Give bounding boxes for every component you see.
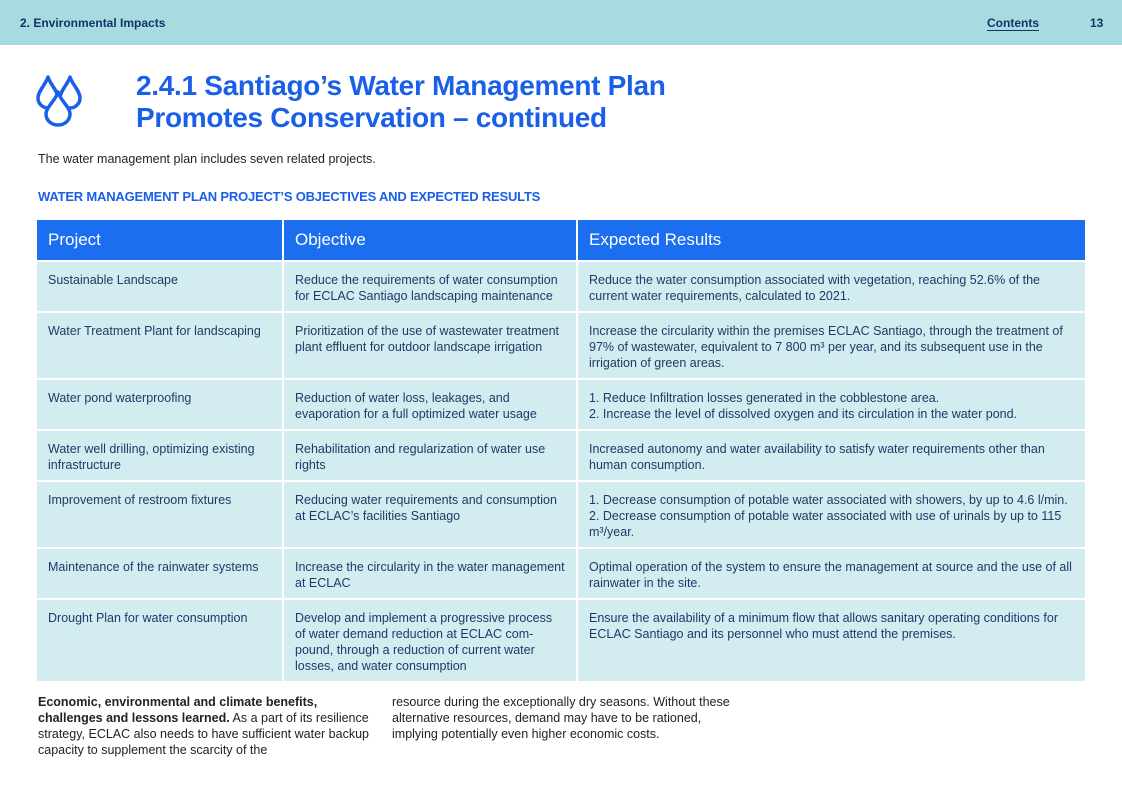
table-row: [37, 379, 1085, 430]
results-cell: [577, 312, 1085, 379]
objective-cell: Reduction of water loss, leakages, and evaporation for a full optimized water usage: [283, 379, 577, 430]
table-row: [37, 430, 1085, 481]
result-line: 2. Decrease consumption of potable water associated with use of urinals by up to 115 m³/year.: [589, 509, 1062, 539]
contents-link[interactable]: Contents: [987, 16, 1039, 30]
body-column-1: [38, 694, 378, 758]
project-cell: Sustainable Landscape: [37, 261, 283, 312]
result-line: Reduce the water consumption associated with vegetation, reaching 52.6% of the current water requirements, calculated to 2021.: [589, 273, 1040, 303]
results-cell: [577, 548, 1085, 599]
column-header-objective: Objective: [283, 220, 577, 261]
body-column-2: resource during the exceptionally dry seasons. Without these alternative resources, demand may have to be rationed, implying potentially even higher economic costs.: [392, 695, 730, 741]
water-drops-icon: [36, 74, 88, 128]
project-cell: Drought Plan for water consumption: [37, 599, 283, 681]
title-line-1: 2.4.1 Santiago’s Water Management Plan: [136, 70, 666, 101]
column-header-results: Expected Results: [577, 220, 1085, 261]
column-header-project: Project: [37, 220, 283, 261]
objective-cell: Reducing water requirements and consumption at ECLAC’s facilities Santiago: [283, 481, 577, 548]
results-cell: [577, 379, 1085, 430]
result-line: Ensure the availability of a minimum flow that allows sanitary operating conditions for ECLAC Santiago and its personnel who must attend the premises.: [589, 611, 1058, 641]
project-cell: Water Treatment Plant for landscaping: [37, 312, 283, 379]
objective-cell: Develop and implement a progressive process of water demand reduction at ECLAC compound, through a reduction of current water losses, and water consumption: [283, 599, 577, 681]
result-line: 1. Reduce Infiltration losses generated in the cobblestone area.: [589, 391, 940, 405]
results-cell: [577, 599, 1085, 681]
project-cell: Improvement of restroom fixtures: [37, 481, 283, 548]
objective-cell: Reduce the requirements of water consumption for ECLAC Santiago landscaping maintenance: [283, 261, 577, 312]
result-line: 1. Decrease consumption of potable water associated with showers, by up to 4.6 l/min.: [589, 493, 1068, 507]
project-cell: Water well drilling, optimizing existing infrastructure: [37, 430, 283, 481]
top-bar: [0, 0, 1122, 45]
table-title: WATER MANAGEMENT PLAN PROJECT’S OBJECTIVES AND EXPECTED RESULTS: [38, 189, 541, 204]
objective-cell: Prioritization of the use of wastewater treatment plant effluent for outdoor landscape irrigation: [283, 312, 577, 379]
result-line: Increase the circularity within the premises ECLAC Santiago, through the treatment of 97% of wastewater, equivalent to 7 800 m³ per year, and its subsequent use in the irrigation of green areas.: [589, 324, 1063, 370]
title-line-2: Promotes Conservation – continued: [136, 102, 607, 133]
objective-cell: Increase the circularity in the water management at ECLAC: [283, 548, 577, 599]
page-number: 13: [1090, 16, 1104, 30]
project-cell: Maintenance of the rainwater systems: [37, 548, 283, 599]
table-header-row: [37, 220, 1085, 261]
body-lead: Economic, environmental and climate benefits, challenges and lessons learned.: [38, 695, 318, 725]
page-title: [136, 70, 666, 134]
intro-text: The water management plan includes seven related projects.: [38, 152, 376, 166]
body-text-1: As a part of its resilience strategy, ECLAC also needs to have sufficient water backup capacity to supplement the scarcity of the: [38, 711, 369, 757]
objective-cell: Rehabilitation and regularization of water use rights: [283, 430, 577, 481]
project-cell: Water pond waterproofing: [37, 379, 283, 430]
results-cell: [577, 481, 1085, 548]
table-row: [37, 312, 1085, 379]
projects-table: [37, 220, 1085, 681]
results-cell: [577, 430, 1085, 481]
table-row: [37, 261, 1085, 312]
table-row: [37, 481, 1085, 548]
results-cell: [577, 261, 1085, 312]
table-row: [37, 548, 1085, 599]
result-line: 2. Increase the level of dissolved oxygen and its circulation in the water pond.: [589, 407, 1018, 421]
table-row: [37, 599, 1085, 681]
result-line: Increased autonomy and water availability to satisfy water requirements other than human consumption.: [589, 442, 1045, 472]
result-line: Optimal operation of the system to ensure the management at source and the use of all rainwater in the site.: [589, 560, 1072, 590]
section-label: 2. Environmental Impacts: [20, 16, 166, 30]
